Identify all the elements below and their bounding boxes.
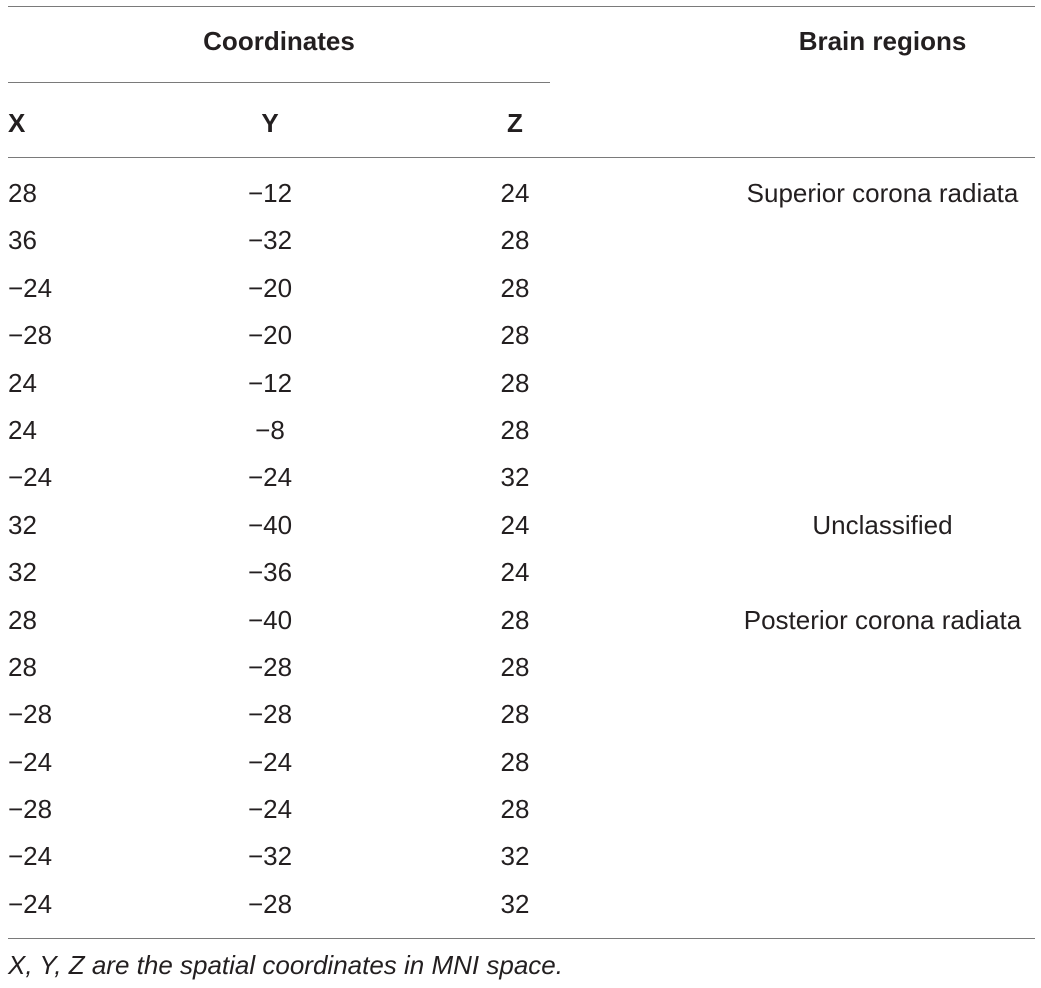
x-value: −24 [8,272,53,303]
x-value: 24 [8,414,37,445]
x-value: 32 [8,509,37,540]
z-value: 28 [500,272,530,303]
brain-region-value: Posterior corona radiata [743,604,1022,635]
x-value: −24 [8,462,53,493]
y-value: −24 [247,462,293,493]
y-value: −32 [247,841,293,872]
x-value: −28 [8,794,53,825]
y-value: −36 [247,557,293,588]
z-value: 32 [500,888,530,919]
y-value: −32 [247,225,293,256]
table-row [0,833,1041,880]
table-row [0,644,1041,691]
y-value: −24 [247,746,293,777]
table-row [0,407,1041,454]
z-value: 28 [500,320,530,351]
y-value: −28 [247,888,293,919]
x-value: 28 [8,604,37,635]
brain-regions-header: Brain regions [798,26,967,56]
y-value: −24 [247,794,293,825]
z-value: 32 [500,462,530,493]
brain-region-value: Unclassified [812,509,953,540]
table-row [0,170,1041,217]
z-value: 24 [500,509,530,540]
table-row [0,265,1041,312]
table-footnote: X, Y, Z are the spatial coordinates in MNI space. [8,950,563,980]
x-value: 32 [8,557,37,588]
y-value: −8 [255,414,285,445]
z-value: 28 [500,414,530,445]
table-top-rule [8,6,1035,7]
z-value: 28 [500,225,530,256]
z-value: 28 [500,794,530,825]
table-row [0,881,1041,928]
coordinates-span-rule [8,82,550,83]
z-value: 28 [500,367,530,398]
x-column-header: X [8,108,26,138]
y-value: −12 [247,367,293,398]
z-value: 24 [500,557,530,588]
header-bottom-rule [8,157,1035,158]
brain-region-value: Superior corona radiata [746,178,1019,208]
z-value: 28 [500,604,530,635]
y-value: −28 [247,651,293,682]
table-row [0,312,1041,359]
table-row [0,502,1041,549]
coordinates-header: Coordinates [203,26,355,56]
y-value: −20 [247,320,293,351]
table-bottom-rule [8,938,1035,939]
z-value: 28 [500,699,530,730]
y-value: −28 [247,699,293,730]
table-row [0,549,1041,596]
table-body [0,170,1041,928]
table-row [0,691,1041,738]
y-value: −20 [247,272,293,303]
z-value: 28 [500,746,530,777]
y-value: −12 [247,178,293,208]
x-value: −24 [8,888,53,919]
table-row [0,454,1041,501]
x-value: −24 [8,746,53,777]
table-row [0,739,1041,786]
z-column-header: Z [507,108,523,138]
y-value: −40 [247,604,293,635]
x-value: 24 [8,367,37,398]
x-value: −28 [8,320,53,351]
x-value: −24 [8,841,53,872]
table-row [0,786,1041,833]
z-value: 32 [500,841,530,872]
x-value: 36 [8,225,37,256]
table-row [0,217,1041,264]
z-value: 24 [500,178,530,208]
y-column-header: Y [261,108,279,138]
x-value: 28 [8,178,37,208]
table-row [0,360,1041,407]
y-value: −40 [247,509,293,540]
x-value: 28 [8,651,37,682]
x-value: −28 [8,699,53,730]
z-value: 28 [500,651,530,682]
table-row [0,597,1041,644]
